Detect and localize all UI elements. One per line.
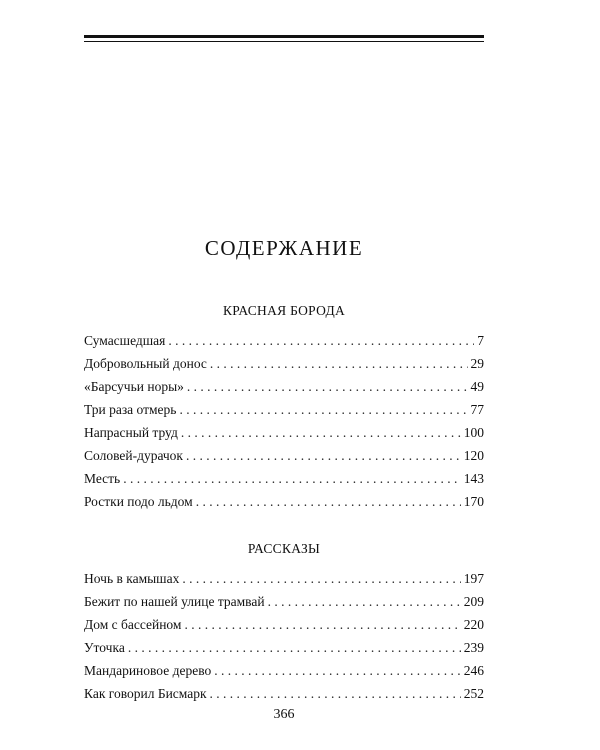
dot-leader [123, 467, 461, 490]
dot-leader [179, 398, 467, 421]
toc-entry [84, 659, 484, 682]
dot-leader [181, 421, 461, 444]
section-title: РАССКАЗЫ [247, 541, 321, 556]
entry-title: «Барсучьи норы» [84, 379, 184, 394]
entry-page: 197 [463, 571, 484, 586]
toc-entry [84, 567, 484, 590]
toc-entry-list [84, 329, 484, 513]
dot-leader [187, 375, 468, 398]
entry-title: Бежит по нашей улице трамвай [84, 594, 265, 609]
page-number: 366 [273, 707, 295, 722]
toc-entry [84, 613, 484, 636]
entry-title: Напрасный труд [84, 425, 178, 440]
entry-title: Как говорил Бисмарк [84, 686, 207, 701]
entry-page: 7 [477, 333, 484, 348]
entry-title: Соловей-дурачок [84, 448, 183, 463]
entry-title: Добровольный донос [84, 356, 207, 371]
entry-page: 77 [470, 402, 484, 417]
entry-title: Месть [84, 471, 121, 486]
header-rule-thin [84, 41, 484, 42]
entry-title: Уточка [84, 640, 125, 655]
toc-entry [84, 375, 484, 398]
dot-leader [182, 567, 460, 590]
toc-entry-list [84, 567, 484, 705]
toc-entry [84, 398, 484, 421]
toc-entry [84, 682, 484, 705]
toc-entry [84, 467, 484, 490]
entry-page: 246 [463, 663, 484, 678]
toc-entry [84, 352, 484, 375]
toc-entry [84, 590, 484, 613]
entry-page: 209 [463, 594, 484, 609]
entry-page: 100 [463, 425, 484, 440]
dot-leader [168, 329, 474, 352]
header-rule-thick [84, 35, 484, 38]
entry-page: 220 [463, 617, 484, 632]
toc-section-stories [84, 541, 484, 705]
toc-entry [84, 444, 484, 467]
entry-page: 29 [470, 356, 484, 371]
entry-title: Три раза отмерь [84, 402, 177, 417]
entry-title: Дом с бассейном [84, 617, 182, 632]
dot-leader [210, 682, 461, 705]
dot-leader [268, 590, 461, 613]
toc-entry [84, 421, 484, 444]
dot-leader [128, 636, 461, 659]
dot-leader [210, 352, 468, 375]
dot-leader [186, 444, 461, 467]
toc-entry [84, 636, 484, 659]
entry-title: Ночь в камышах [84, 571, 180, 586]
entry-title: Ростки подо льдом [84, 494, 193, 509]
toc-title: СОДЕРЖАНИЕ [204, 236, 364, 260]
entry-page: 239 [463, 640, 484, 655]
toc-entry [84, 329, 484, 352]
entry-page: 252 [463, 686, 484, 701]
entry-title: Мандариновое дерево [84, 663, 212, 678]
dot-leader [184, 613, 460, 636]
section-title: КРАСНАЯ БОРОДА [222, 303, 346, 318]
entry-title: Сумасшедшая [84, 333, 166, 348]
toc-section-red-beard [84, 303, 484, 513]
toc-entry [84, 490, 484, 513]
entry-page: 143 [463, 471, 484, 486]
entry-page: 170 [463, 494, 484, 509]
dot-leader [196, 490, 461, 513]
entry-page: 120 [463, 448, 484, 463]
dot-leader [214, 659, 461, 682]
entry-page: 49 [470, 379, 484, 394]
